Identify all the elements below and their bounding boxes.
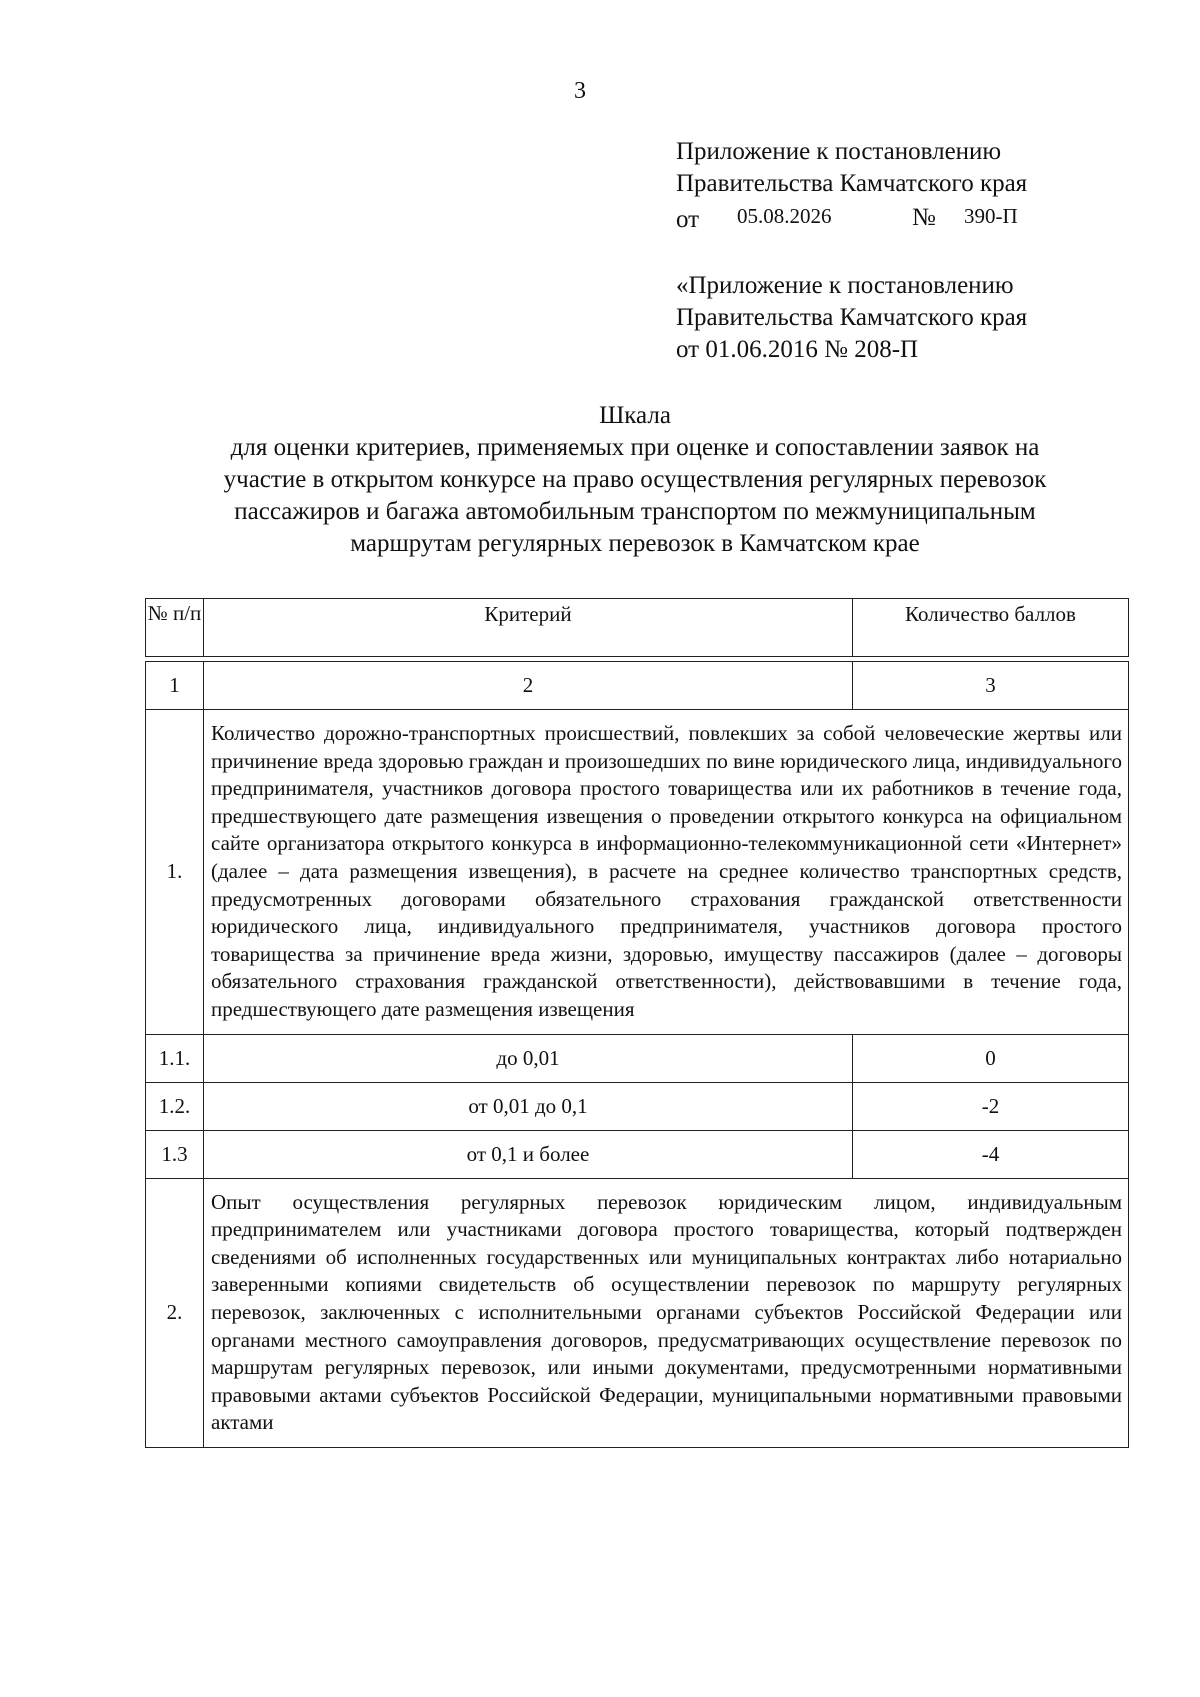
column-number: 2 xyxy=(204,662,853,710)
column-number: 1 xyxy=(146,662,204,710)
row-number: 2. xyxy=(146,1178,204,1447)
column-number: 3 xyxy=(853,662,1129,710)
appendix-current-line1: Приложение к постановлению xyxy=(676,138,1002,165)
table-header xyxy=(145,598,1129,657)
header-points: Количество баллов xyxy=(853,599,1129,657)
table-row xyxy=(146,1178,1129,1447)
points-value: -2 xyxy=(853,1082,1129,1130)
row-number: 1.1. xyxy=(146,1034,204,1082)
criteria-table xyxy=(145,661,1129,1448)
row-number: 1.3 xyxy=(146,1130,204,1178)
table-row xyxy=(146,710,1129,1035)
appendix-previous-line2: Правительства Камчатского края xyxy=(676,304,1028,331)
criterion-text: Количество дорожно-транспортных происшествий, повлекших за собой человеческие жертвы или причинение вреда здоровью граждан и произошедших по вине юридического лица, индивидуального предпринимателя, участников договора простого товарищества или их работников в течение года, предшествующего дате размещения извещения о проведении открытого конкурса на официальном сайте организатора открытого конкурса в информационно-телекоммуникационной сети «Интернет» (далее – дата размещения извещения), в расчете на среднее количество транспортных средств, предусмотренных договорами обязательного страхования гражданской ответственности юридического лица, индивидуального предпринимателя, участников договора простого товарищества за причинение вреда жизни, здоровью, имуществу пассажиров (далее – договоры обязательного страхования гражданской ответственности), действовавшими в течение года, предшествующего дате размещения извещения xyxy=(204,710,1129,1035)
header-criterion: Критерий xyxy=(204,599,853,657)
criterion-text: Опыт осуществления регулярных перевозок юридическим лицом, индивидуальным предпринимателем или участниками договора простого товарищества, который подтвержден сведениями об исполненных государственных или муниципальных контрактах либо нотариально заверенными копиями свидетельств об осуществлении перевозок по маршруту регулярных перевозок, заключенных с исполнительными органами субъектов Российской Федерации или органами местного самоуправления договоров, предусматривающих осуществление перевозок по маршрутам регулярных перевозок, или иными документами, предусмотренными нормативными правовыми актами субъектов Российской Федерации, муниципальными нормативными правовыми актами xyxy=(204,1178,1129,1447)
criterion-value: от 0,01 до 0,1 xyxy=(204,1082,853,1130)
header-number: № п/п xyxy=(146,599,204,657)
number-sign: № xyxy=(912,204,936,231)
heading-line: для оценки критериев, применяемых при оценке и сопоставлении заявок на xyxy=(230,434,1040,461)
document-heading xyxy=(145,400,1125,560)
appendix-previous-line3: от 01.06.2016 № 208-П xyxy=(676,336,919,363)
appendix-current xyxy=(676,136,1027,232)
decree-number: 390-П xyxy=(964,204,1018,228)
decree-date: 05.08.2026 xyxy=(737,204,832,228)
table-row xyxy=(146,1034,1129,1082)
column-numbers-row xyxy=(146,662,1129,710)
heading-line: маршрутам регулярных перевозок в Камчатском крае xyxy=(350,530,920,557)
row-number: 1.2. xyxy=(146,1082,204,1130)
points-value: -4 xyxy=(853,1130,1129,1178)
page-number: 3 xyxy=(574,78,586,104)
from-label: от xyxy=(676,206,700,233)
decree-details xyxy=(676,200,1027,232)
points-value: 0 xyxy=(853,1034,1129,1082)
criterion-value: от 0,1 и более xyxy=(204,1130,853,1178)
row-number: 1. xyxy=(146,710,204,1035)
heading-title: Шкала xyxy=(599,402,671,429)
heading-line: пассажиров и багажа автомобильным транспортом по межмуниципальным xyxy=(234,498,1036,525)
heading-line: участие в открытом конкурсе на право осуществления регулярных перевозок xyxy=(223,466,1047,493)
table-row xyxy=(146,1082,1129,1130)
table-row xyxy=(146,1130,1129,1178)
criterion-value: до 0,01 xyxy=(204,1034,853,1082)
appendix-current-line2: Правительства Камчатского края xyxy=(676,170,1028,197)
appendix-previous-line1: «Приложение к постановлению xyxy=(676,272,1014,299)
appendix-previous xyxy=(676,270,1027,366)
